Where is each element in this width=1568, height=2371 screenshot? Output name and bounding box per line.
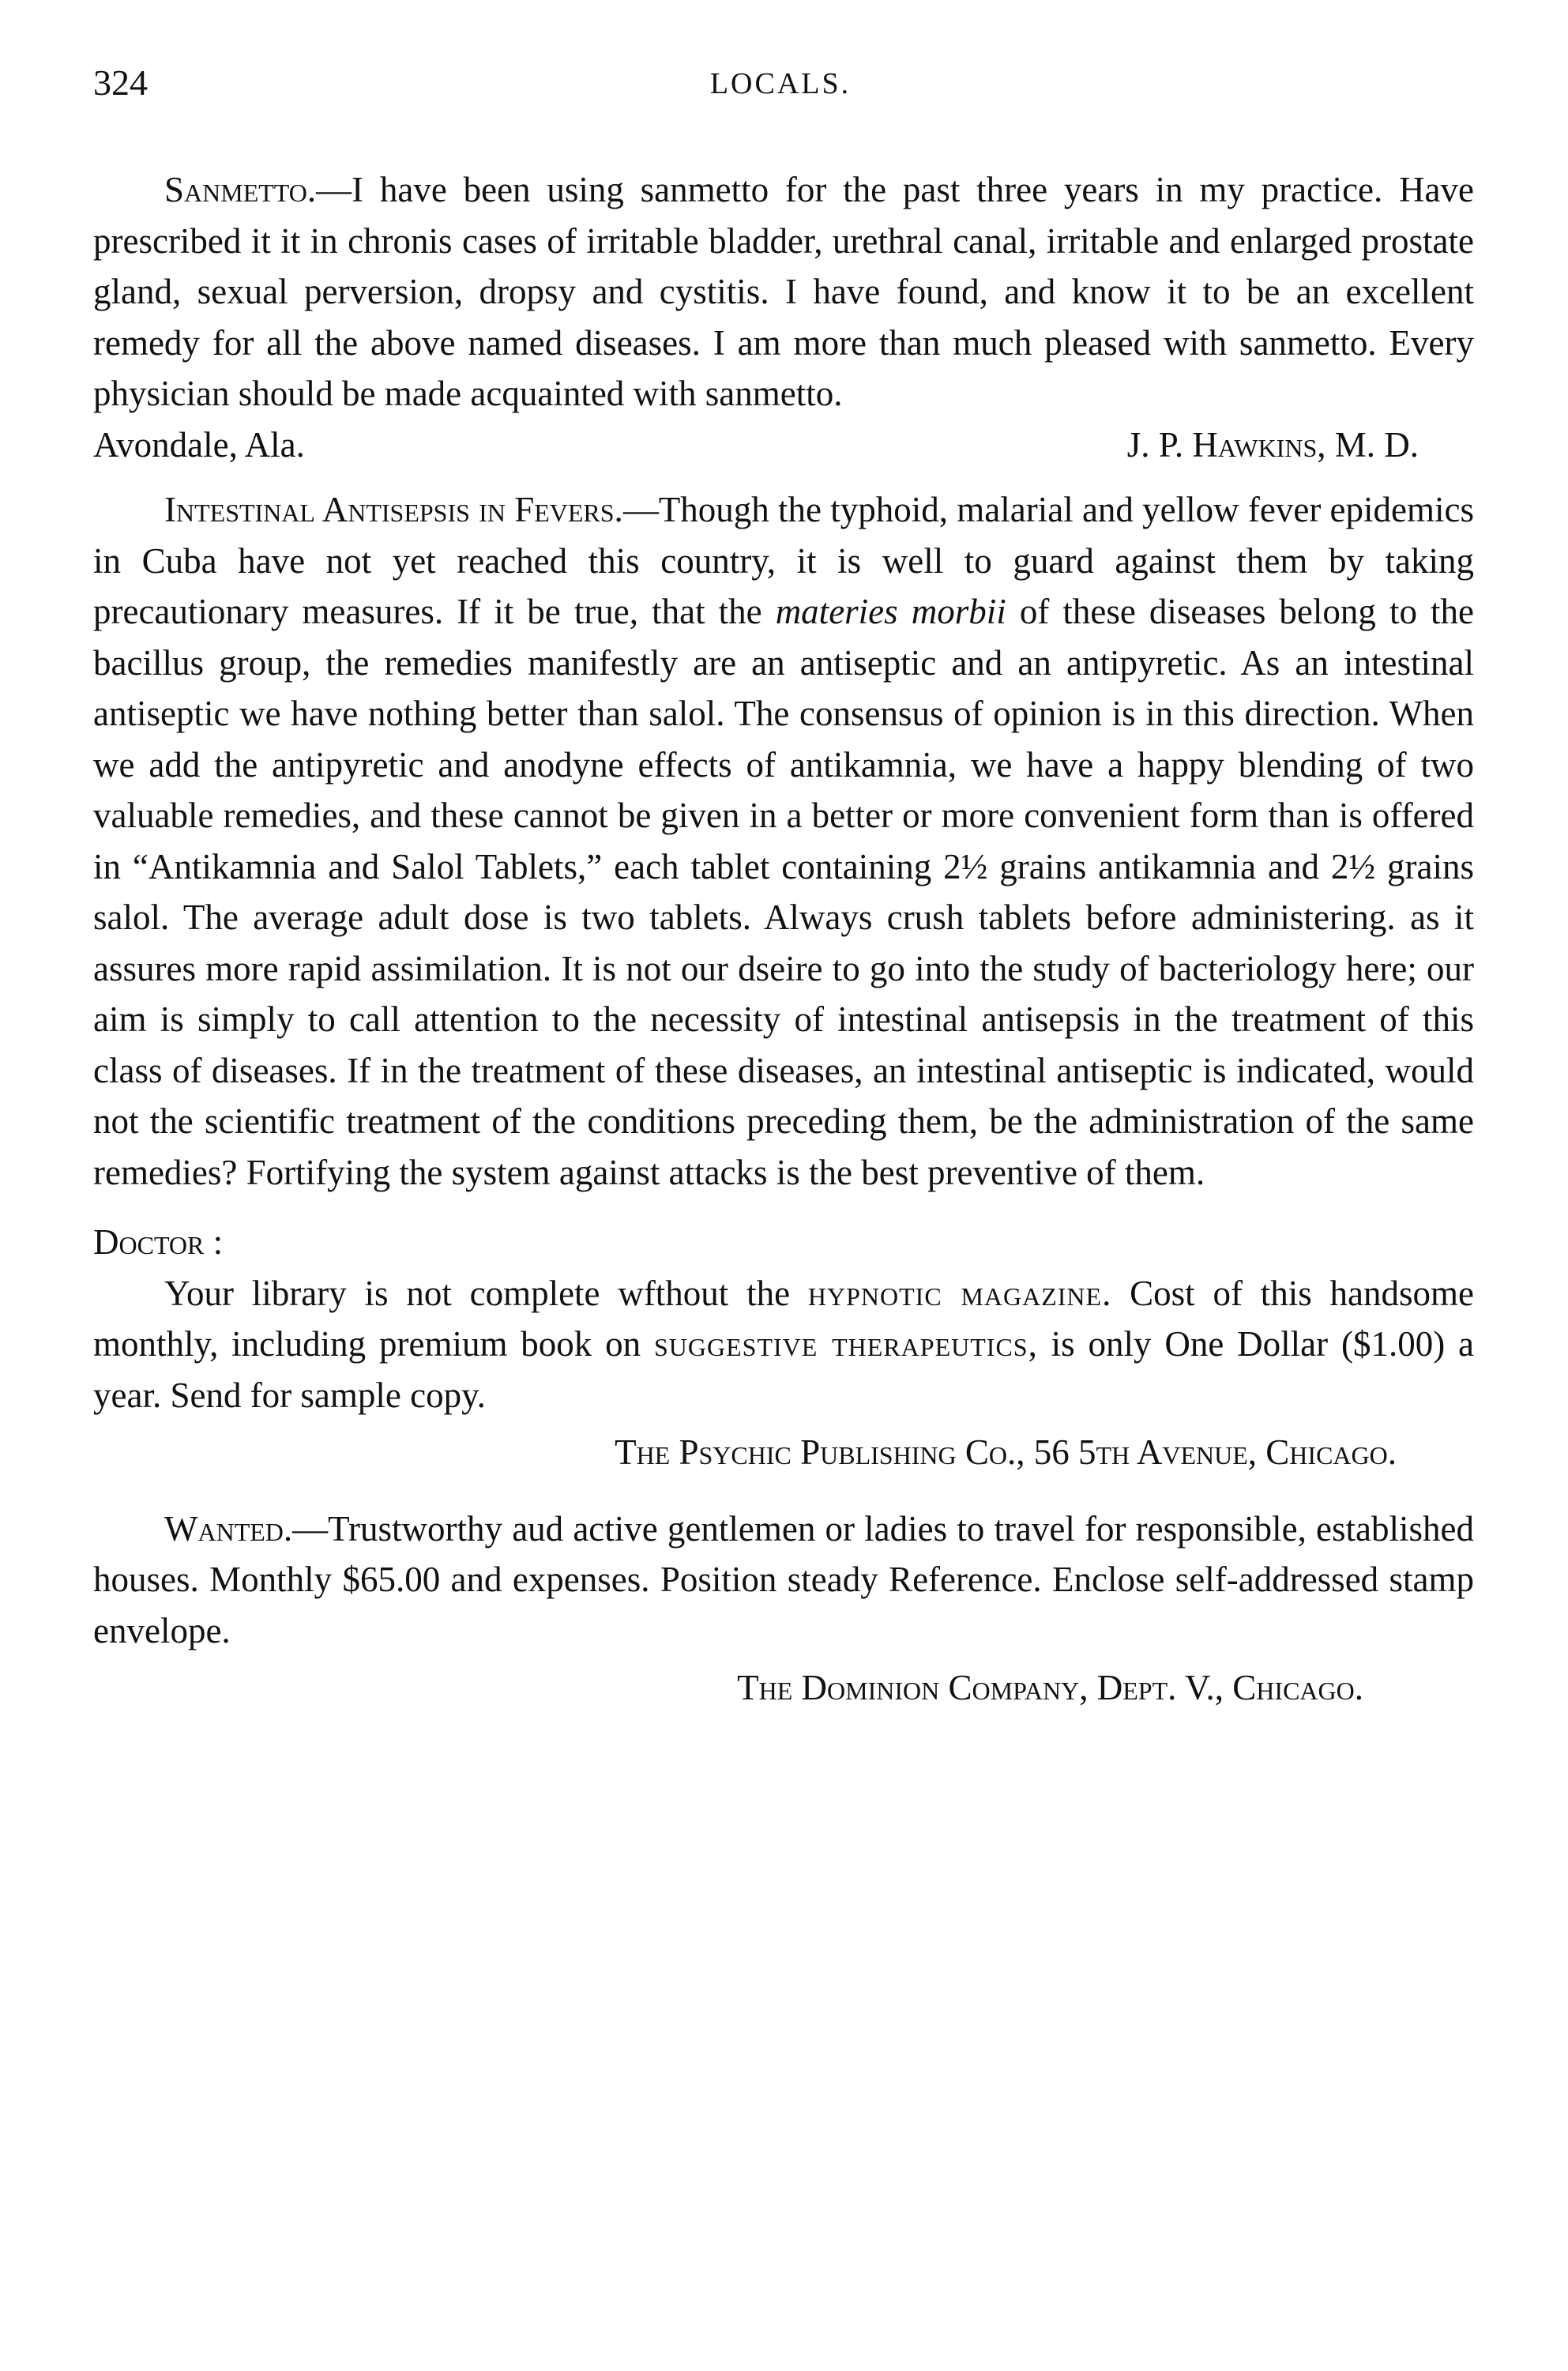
- hypnotic-text-3: is only One Dollar ($1.00) a year. Send for sample copy.: [93, 1324, 1475, 1415]
- page-body: [93, 164, 1474, 1714]
- sanmetto-text: —I have been using sanmetto for the past three years in my practice. Have prescribed it it in chronis cases of irritable bladder, urethral canal, irritable and enlarged prostate gland, sexual perversion, dropsy and cystitis. I have found, and know it to be an excellent remedy for all the above named diseases. I am more than much pleased with sanmetto. Every physician should be made acquainted with sanmetto.: [93, 170, 1474, 413]
- sanmetto-notice: [93, 164, 1474, 470]
- hypnotic-text-1: Your library is not complete wfthout the: [164, 1273, 808, 1313]
- sanmetto-heading: Sanmetto.: [164, 170, 317, 209]
- antisepsis-paragraph: [93, 484, 1474, 1198]
- antisepsis-heading: Intestinal Antisepsis in Fevers.: [164, 490, 623, 529]
- running-head: LOCALS.: [709, 67, 852, 100]
- antisepsis-text-1: —Though the typhoid, malarial and yellow fever epidemics in Cuba have not yet reached this country, it is well to guard against them by taking precautionary measures. If it be true, that the: [93, 490, 1474, 631]
- hypnotic-magazine-title: hypnotic magazine.: [807, 1273, 1112, 1313]
- wanted-notice: [93, 1504, 1474, 1714]
- wanted-heading: Wanted.: [164, 1508, 293, 1549]
- sanmetto-signature-row: [93, 420, 1419, 471]
- wanted-paragraph: [93, 1504, 1474, 1657]
- sanmetto-place: Avondale, Ala.: [93, 424, 305, 465]
- sanmetto-signature: J. P. Hawkins, M. D.: [1126, 424, 1419, 465]
- sanmetto-paragraph: [93, 164, 1474, 420]
- antisepsis-notice: [93, 484, 1474, 1198]
- hypnotic-paragraph: [93, 1268, 1474, 1421]
- page-header: [93, 62, 1468, 117]
- hypnotic-text-2: Cost of this handsome monthly, including premium book on: [93, 1273, 1474, 1364]
- antisepsis-materies-morbii: materies morbii: [775, 592, 1006, 631]
- wanted-text: —Trustworthy aud active gentlemen or ladies to travel for responsible, established houses. Monthly $65.00 and expenses. Position steady Reference. Enclose self-addressed stamp envelope.: [93, 1508, 1474, 1650]
- hypnotic-magazine-notice: [93, 1217, 1474, 1478]
- hypnotic-publisher: The Psychic Publishing Co., 56 5th Avenue, Chicago.: [615, 1432, 1397, 1472]
- page-number: 324: [93, 62, 148, 103]
- hypnotic-salutation: Doctor :: [93, 1222, 224, 1262]
- hypnotic-book-title: suggestive therapeutics,: [653, 1324, 1038, 1364]
- section-spacer: [93, 1478, 1474, 1504]
- wanted-company: The Dominion Company, Dept. V., Chicago.: [737, 1668, 1363, 1707]
- antisepsis-text-2: of these diseases belong to the bacillus group, the remedies manifestly are an antiseptic and an antipyretic. As an intestinal antiseptic we have nothing better than salol. The consensus of opinion is in this direction. When we add the antipyretic and anodyne effects of antikamnia, we have a happy blending of two valuable remedies, and these cannot be given in a better or more convenient form than is offered in “Antikamnia and Salol Tablets,” each tablet containing 2½ grains antikamnia and 2½ grains salol. The average adult dose is two tablets. Always crush tablets before administering. as it assures more rapid assimilation. It is not our dseire to go into the study of bacteriology here; our aim is simply to call attention to the necessity of intestinal antisepsis in the treatment of this class of diseases. If in the treatment of these diseases, an intestinal antiseptic is indicated, would not the scientific treatment of the conditions preceding them, be the administration of the same remedies? Fortifying the system against attacks is the best preventive of them.: [93, 592, 1474, 1192]
